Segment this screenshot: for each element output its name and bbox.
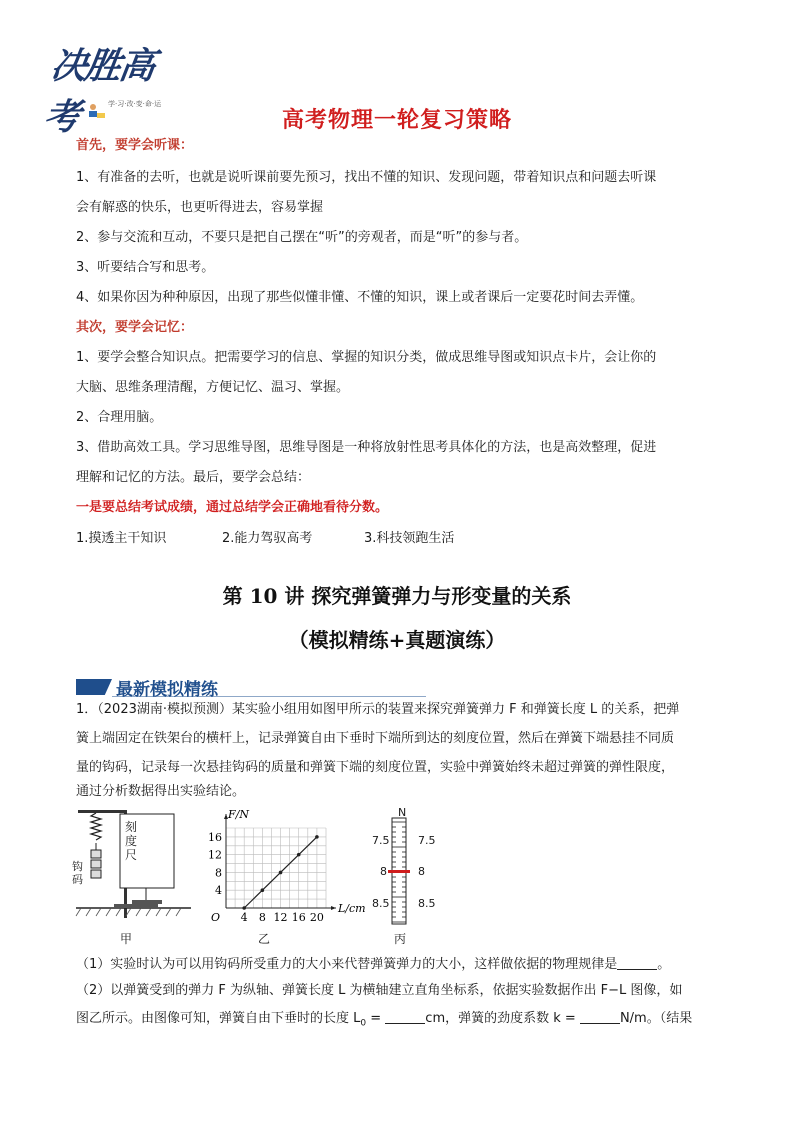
pointer-mark [388,870,410,873]
ground-hatching [76,908,181,916]
x-axis-label: L/cm [338,902,366,915]
section-label: 最新模拟精练 [116,680,218,700]
figure-label-yi: 乙 [258,932,271,946]
sub-question-2-cont [76,1009,692,1034]
weight-label: 钩码 [72,860,83,886]
data-point [242,906,246,910]
strategy-heading-1: 首先，要学会听课： [76,138,194,153]
strategy-text: 1、要学会整合知识点。把需要学习的信息、掌握的知识分类，做成思维导图或知识点卡片，会让你的 [76,350,657,365]
crossbar [78,810,126,813]
strategy-text: 3、借助高效工具。学习思维导图，思维导图是一种将放射性思考具体化的方法，也是高效整理，促进 [76,440,657,455]
y-tick-label: 12 [208,848,222,862]
answer-blank [580,1010,620,1024]
answer-blank [617,956,657,970]
y-axis-label: F/N [228,808,249,821]
origin-label: O [210,911,220,924]
question-text: 簧上端固定在铁架台的横杆上，记录弹簧自由下垂时下端所到达的刻度位置，然后在弹簧下端悬挂不同质 [76,731,675,746]
data-point [279,871,283,875]
x-axis-arrow [331,906,336,910]
chapter-title: 第 10 讲 探究弹簧弹力与形变量的关系 [222,584,572,608]
y-tick-label: 16 [208,830,222,844]
data-point [297,853,301,857]
weight [91,860,101,868]
x-tick-label: 4 [240,911,248,924]
banner-bar [76,679,112,695]
x-tick-label: 16 [291,911,306,924]
strategy-text: 会有解惑的快乐，也更听得进去，容易掌握 [76,200,324,215]
x-tick-label: 12 [273,911,288,924]
ruler-tick-left: 8.5 [372,897,390,910]
spring [91,813,101,840]
ruler-tick-left: 8 [380,865,387,878]
question-text: 1．（2023湖南·模拟预测）某实验小组用如图甲所示的装置来探究弹簧弹力 F 和弹簧长度 L 的关系，把弹 [76,702,680,717]
ruler-tick-right: 8 [418,865,425,878]
section-banner [76,675,426,699]
sub-question-1-end: 。 [657,957,671,972]
ruler-tick-right: 8.5 [418,897,436,910]
weight [91,870,101,878]
page-title: 高考物理一轮复习策略 [281,108,512,133]
x-tick-label: 20 [309,911,324,924]
sub-question-2-text: 图乙所示。由图像可知，弹簧自由下垂时的长度 L [76,1011,361,1026]
strategy-point: 1.摸透主干知识 [76,531,167,546]
question-text: 量的钩码，记录每一次悬挂钩码的质量和弹簧下端的刻度位置，实验中弹簧始终未超过弹簧的弹性限度， [76,760,675,775]
logo-subtitle: 学·习·改·变·命·运 [108,100,162,108]
y-tick-label: 4 [215,884,222,898]
data-point [315,835,319,839]
figure-label-bing: 丙 [394,932,407,946]
strategy-heading-3: 一是要总结考试成绩，通过总结学会正确地看待分数。 [76,500,389,515]
chapter-subtitle: （模拟精练+真题演练） [288,628,506,652]
sub-question-1-text: （1）实验时认为可以用钩码所受重力的大小来代替弹簧弹力的大小，这样做依据的物理规律是 [76,957,618,972]
strategy-text: 4、如果你因为种种原因，出现了那些似懂非懂、不懂的知识，课上或者课后一定要花时间去弄懂。 [76,290,644,305]
strategy-text: 3、听要结合写和思考。 [76,260,215,275]
stand-base [114,904,158,908]
strategy-point: 2.能力驾驭高考 [222,531,313,546]
logo-text: 决胜高考 [41,45,157,138]
strategy-text: 理解和记忆的方法。最后，要学会总结： [76,470,311,485]
strategy-text: 2、参与交流和互动，不要只是把自己摆在“听”的旁观者，而是“听”的参与者。 [76,230,528,245]
ruler-tick-left: 7.5 [372,834,390,847]
strategy-point: 3.科技领跑生活 [364,531,455,546]
answer-blank [385,1010,425,1024]
x-tick-label: 8 [258,911,266,924]
question-text: 通过分析数据得出实验结论。 [76,784,246,799]
figure-label-jia: 甲 [120,932,133,946]
strategy-heading-2: 其次，要学会记忆： [76,320,194,335]
sub-question-2: （2）以弹簧受到的弹力 F 为纵轴、弹簧长度 L 为横轴建立直角坐标系，依据实验数据作出 F−L 图像，如 [76,983,683,998]
ruler-label: 刻度尺 [125,820,138,862]
ruler-tick-right: 7.5 [418,834,436,847]
subscript: 0 [360,1018,367,1029]
ruler-base [132,900,162,904]
sub-question-1 [76,955,670,975]
sub-question-2-text: cm，弹簧的劲度系数 k = [425,1011,580,1026]
weight [91,850,101,858]
y-tick-label: 8 [215,866,222,880]
strategy-text: 1、有准备的去听，也就是说听课前要先预习，找出不懂的知识、发现问题，带着知识点和问题去听课 [76,170,657,185]
figure-yi-chart [196,808,366,928]
ruler-top-label: N [398,806,407,819]
strategy-text: 2、合理用脑。 [76,410,163,425]
equals: = [366,1011,386,1026]
strategy-text: 大脑、思维条理清醒，方便记忆、温习、掌握。 [76,380,350,395]
sub-question-2-text: N/m。（结果 [619,1011,693,1026]
data-point [261,888,265,892]
